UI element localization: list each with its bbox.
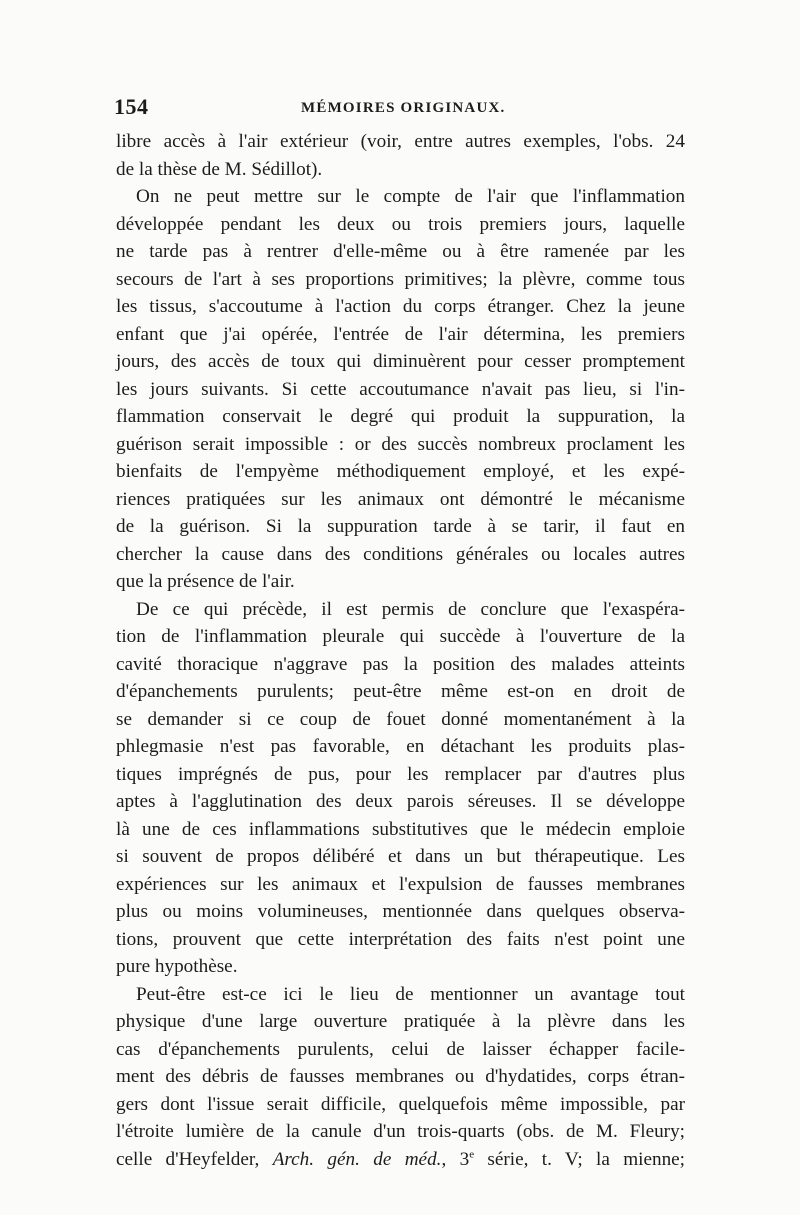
text-line: les tissus, s'accoutume à l'action du corps étranger. Chez la jeune [116, 296, 685, 317]
text-line: que la présence de l'air. [116, 571, 295, 592]
text-line: phlegmasie n'est pas favorable, en détachant les produits plas- [116, 736, 685, 757]
text-line: guérison serait impossible : or des succès nombreux proclament les [116, 433, 685, 455]
text-line: d'épanchements purulents; peut-être même est-on en droit de [116, 681, 685, 702]
text-line: physique d'une large ouverture pratiquée à la plèvre dans les [116, 1011, 685, 1032]
text-line: enfant que j'ai opérée, l'entrée de l'air détermina, les premiers [116, 323, 685, 345]
text-line: ment des débris de fausses membranes ou d'hydatides, corps étran- [116, 1066, 685, 1087]
text-line: secours de l'art à ses proportions primitives; la plèvre, comme tous [116, 268, 685, 290]
text-line: pure hypothèse. [116, 956, 238, 977]
text-line: tions, prouvent que cette interprétation des faits n'est point une [116, 928, 685, 950]
text-line: tion de l'inflammation pleurale qui succède à l'ouverture de la [116, 626, 685, 647]
text-line: cavité thoracique n'aggrave pas la position des malades atteints [116, 653, 685, 675]
text-line: riences pratiquées sur les animaux ont démontré le mécanisme [116, 488, 685, 510]
text-line: De ce qui précède, il est permis de conclure que l'exaspéra- [136, 598, 685, 620]
citation-text: celle d'Heyfelder, [116, 1148, 273, 1170]
text-line: se demander si ce coup de fouet donné momentanément à la [116, 708, 685, 730]
page-header [114, 94, 684, 124]
text-line: expériences sur les animaux et l'expulsion de fausses membranes [116, 873, 685, 895]
citation-text: , 3 [441, 1148, 470, 1170]
text-line: développée pendant les deux ou trois premiers jours, laquelle [116, 213, 685, 235]
text-line: ne tarde pas à rentrer d'elle-même ou à être ramenée par les [116, 241, 685, 262]
body-text [116, 128, 685, 1173]
running-head: MÉMOIRES ORIGINAUX. [301, 100, 506, 116]
text-line: tiques imprégnés de pus, pour les remplacer par d'autres plus [116, 763, 685, 785]
text-line: de la thèse de M. Sédillot). [116, 158, 323, 180]
text-line: On ne peut mettre sur le compte de l'air que l'inflammation [136, 186, 685, 207]
text-line: de la guérison. Si la suppuration tarde à se tarir, il faut en [116, 516, 685, 537]
text-line: là une de ces inflammations substitutives que le médecin emploie [116, 818, 685, 840]
text-line: libre accès à l'air extérieur (voir, entre autres exemples, l'obs. 24 [116, 131, 685, 152]
text-line-final [116, 1146, 685, 1174]
text-line: Peut-être est-ce ici le lieu de mentionner un avantage tout [136, 983, 685, 1005]
text-line: aptes à l'agglutination des deux parois séreuses. Il se développe [116, 791, 685, 812]
text-line: bienfaits de l'empyème méthodiquement employé, et les expé- [116, 461, 685, 482]
series-superscript: e [469, 1148, 475, 1161]
citation-text: série, t. V; la mienne; [474, 1148, 686, 1170]
text-line: si souvent de propos délibéré et dans un but thérapeutique. Les [116, 846, 685, 867]
text-line: gers dont l'issue serait difficile, quelquefois même impossible, par [116, 1093, 685, 1115]
page-number: 154 [114, 94, 149, 119]
text-line: plus ou moins volumineuses, mentionnée dans quelques observa- [116, 901, 685, 922]
text-line: chercher la cause dans des conditions générales ou locales autres [116, 543, 685, 565]
text-line: les jours suivants. Si cette accoutumance n'avait pas lieu, si l'in- [116, 378, 685, 400]
text-line: l'étroite lumière de la canule d'un trois-quarts (obs. de M. Fleury; [116, 1121, 685, 1142]
text-line: jours, des accès de toux qui diminuèrent pour cesser promptement [116, 351, 685, 372]
text-line: cas d'épanchements purulents, celui de laisser échapper facile- [116, 1038, 685, 1060]
journal-title: Arch. gén. de méd. [272, 1148, 442, 1170]
text-line: flammation conservait le degré qui produit la suppuration, la [116, 406, 685, 427]
